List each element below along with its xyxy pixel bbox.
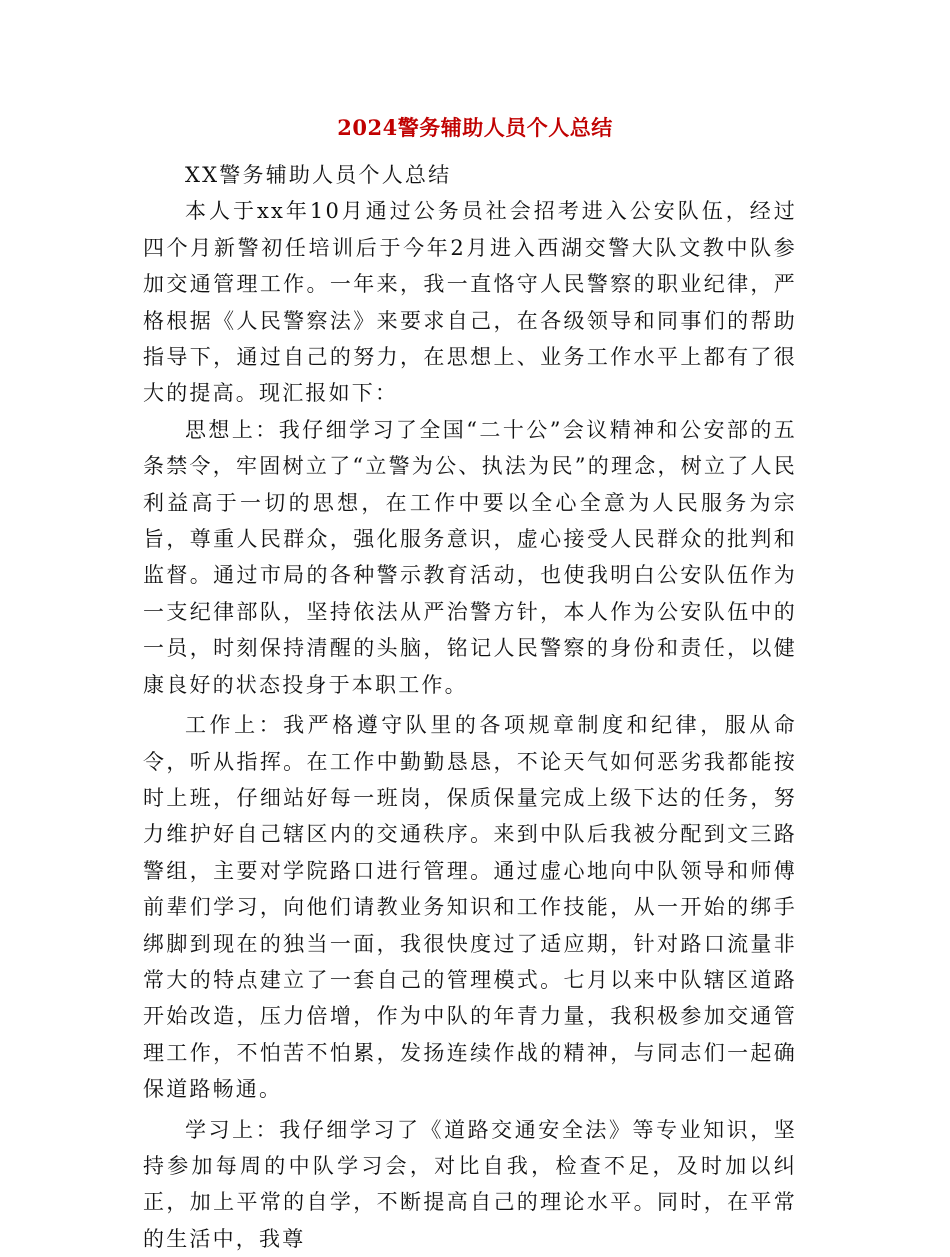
paragraph-intro: 本人于xx年10月通过公务员社会招考进入公安队伍，经过四个月新警初任培训后于今年2月进入西湖交警大队文教中队参加交通管理工作。一年来，我一直恪守人民警察的职业纪律，严格根据《人民警察法》来要求自己，在各级领导和同事们的帮助指导下，通过自己的努力，在思想上、业务工作水平上都有了很大的提高。现汇报如下： — [143, 199, 797, 406]
document-title: 2024警务辅助人员个人总结 — [337, 115, 613, 140]
document-body — [143, 157, 797, 1257]
paragraph-work: 工作上：我严格遵守队里的各项规章制度和纪律，服从命令，听从指挥。在工作中勤勤恳恳，不论天气如何恶劣我都能按时上班，仔细站好每一班岗，保质保量完成上级下达的任务，努力维护好自己辖区内的交通秩序。来到中队后我被分配到文三路警组，主要对学院路口进行管理。通过虚心地向中队领导和师傅前辈们学习，向他们请教业务知识和工作技能，从一开始的绑手绑脚到现在的独当一面，我很快度过了适应期，针对路口流量非常大的特点建立了一套自己的管理模式。七月以来中队辖区道路开始改造，压力倍增，作为中队的年青力量，我积极参加交通管理工作，不怕苦不怕累，发扬连续作战的精神，与同志们一起确保道路畅通。 — [143, 713, 797, 1102]
paragraph-thought: 思想上：我仔细学习了全国“二十公”会议精神和公安部的五条禁令，牢固树立了“立警为公、执法为民”的理念，树立了人民利益高于一切的思想，在工作中要以全心全意为人民服务为宗旨，尊重人民群众，强化服务意识，虚心接受人民群众的批判和监督。通过市局的各种警示教育活动，也使我明白公安队伍作为一支纪律部队，坚持依法从严治警方针，本人作为公安队伍中的一员，时刻保持清醒的头脑，铭记人民警察的身份和责任，以健康良好的状态投身于本职工作。 — [143, 417, 797, 697]
paragraph-subtitle: XX警务辅助人员个人总结 — [185, 163, 452, 187]
paragraph-study: 学习上：我仔细学习了《道路交通安全法》等专业知识，坚持参加每周的中队学习会，对比自我，检查不足，及时加以纠正，加上平常的自学，不断提高自己的理论水平。同时，在平常的生活中，我尊 — [143, 1117, 797, 1251]
